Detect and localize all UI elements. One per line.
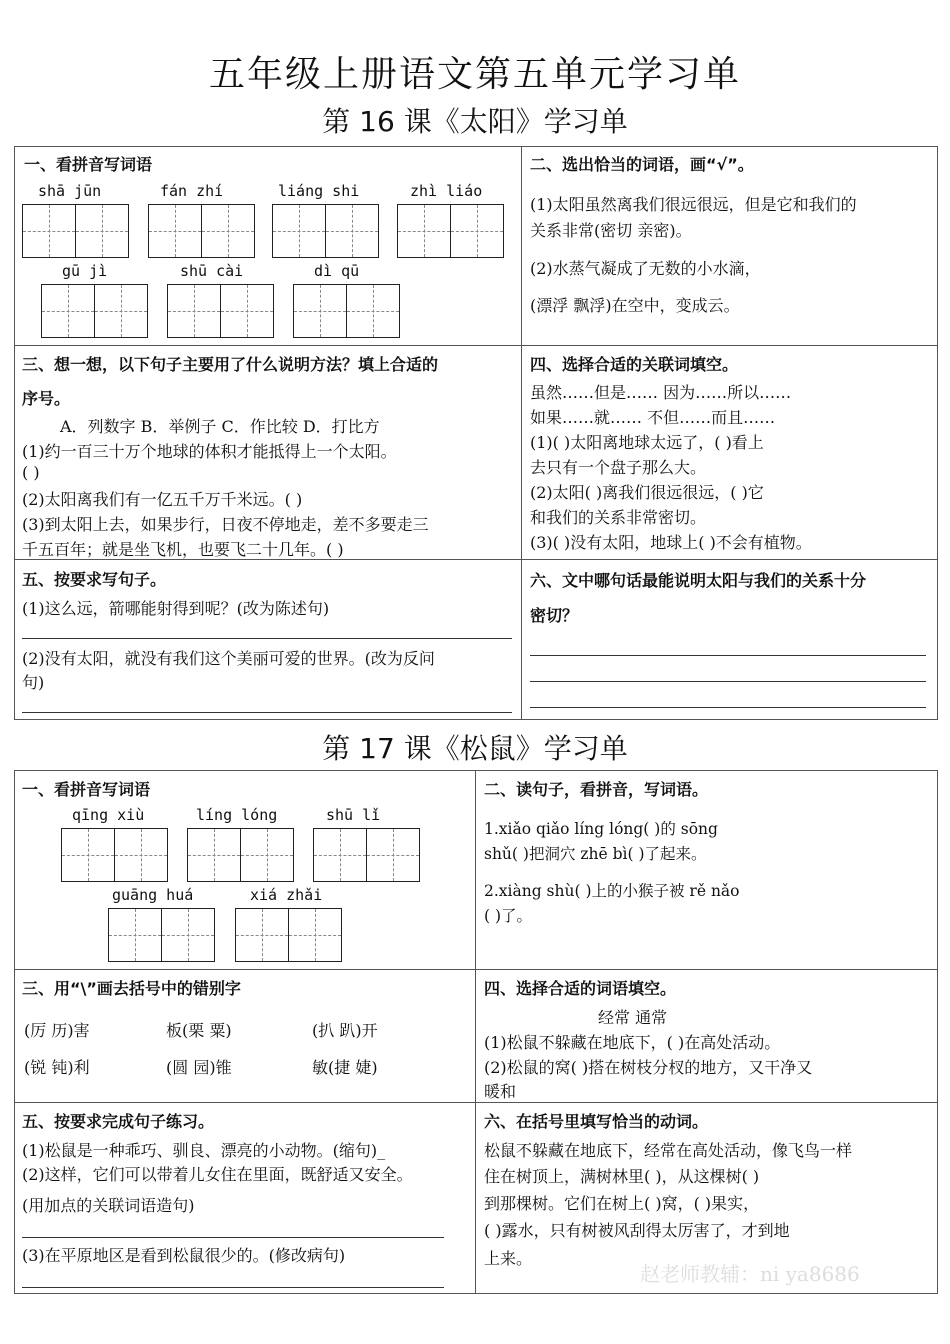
tianzige[interactable] bbox=[293, 284, 400, 338]
l17-s2-heading: 二、读句子，看拼音，写词语。 bbox=[484, 780, 709, 799]
watermark: 赵老师教辅：ni ya8686 bbox=[640, 1262, 860, 1286]
l16-s3-heading: 三、想一想，以下句子主要用了什么说明方法？填上合适的 bbox=[22, 355, 439, 374]
tianzige[interactable] bbox=[22, 204, 129, 258]
lesson16-title: 第 16 课《太阳》学习单 bbox=[322, 105, 628, 138]
answer-line[interactable] bbox=[22, 712, 512, 713]
tianzige[interactable] bbox=[235, 908, 342, 962]
tianzige[interactable] bbox=[167, 284, 274, 338]
l16-s6-heading: 六、文中哪句话最能说明太阳与我们的关系十分 bbox=[530, 571, 867, 590]
tianzige[interactable] bbox=[272, 204, 379, 258]
answer-line[interactable] bbox=[530, 655, 926, 656]
page-title: 五年级上册语文第五单元学习单 bbox=[208, 54, 741, 95]
l17-s3-heading: 三、用“\”画去括号中的错别字 bbox=[22, 979, 241, 998]
tianzige[interactable] bbox=[313, 828, 420, 882]
answer-line[interactable] bbox=[22, 1237, 444, 1238]
answer-line[interactable] bbox=[530, 681, 926, 682]
tianzige[interactable] bbox=[41, 284, 148, 338]
l16-s5-heading: 五、按要求写句子。 bbox=[22, 570, 167, 589]
answer-line[interactable] bbox=[22, 638, 512, 639]
tianzige[interactable] bbox=[187, 828, 294, 882]
l16-s1-heading: 一、看拼音写词语 bbox=[24, 155, 153, 174]
tianzige[interactable] bbox=[397, 204, 504, 258]
l16-s2-heading: 二、选出恰当的词语，画“√”。 bbox=[530, 155, 754, 174]
l17-s1-heading: 一、看拼音写词语 bbox=[22, 780, 151, 799]
l17-s6-heading: 六、在括号里填写恰当的动词。 bbox=[484, 1112, 709, 1131]
l16-s4-heading: 四、选择合适的关联词填空。 bbox=[530, 355, 739, 374]
answer-line[interactable] bbox=[22, 1287, 444, 1288]
tianzige[interactable] bbox=[61, 828, 168, 882]
l17-s4-heading: 四、选择合适的词语填空。 bbox=[484, 979, 677, 998]
answer-line[interactable] bbox=[530, 707, 926, 708]
l17-s5-heading: 五、按要求完成句子练习。 bbox=[22, 1112, 215, 1131]
tianzige[interactable] bbox=[148, 204, 255, 258]
tianzige[interactable] bbox=[108, 908, 215, 962]
lesson17-title: 第 17 课《松鼠》学习单 bbox=[322, 732, 628, 765]
